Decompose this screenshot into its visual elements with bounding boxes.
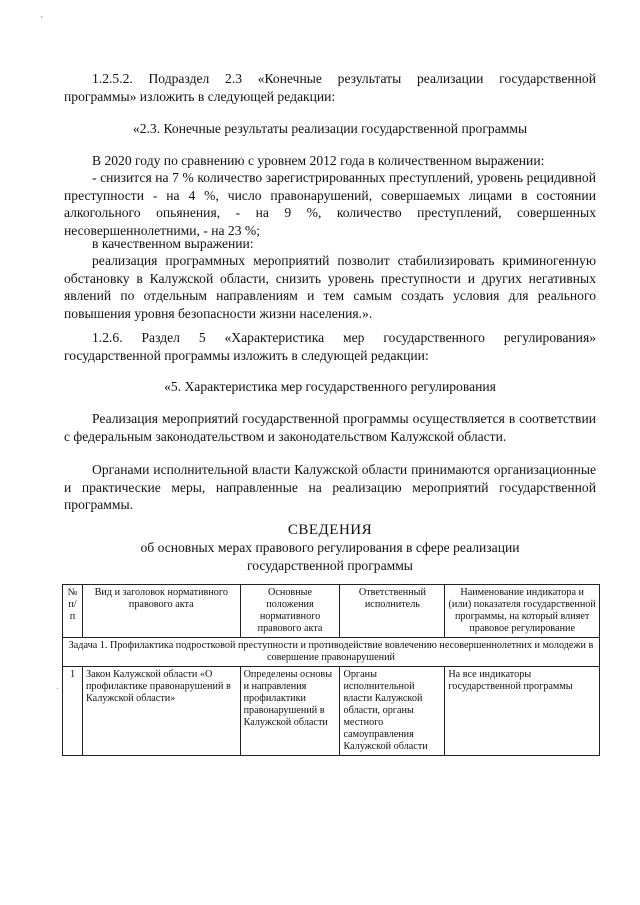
table-row — [63, 667, 600, 756]
regulation-table — [62, 584, 600, 756]
row1-indicator: На все индикаторы государственной программы — [445, 667, 600, 756]
table-header-row — [63, 585, 600, 638]
para-snizitsya: - снизится на 7 % количество зарегистрированных преступлений, уровень рецидивной преступности - на 4 %, число правонарушений, совершаемых лицами в состоянии алкогольного опьянения, - на 9 %, количество преступлений, совершенных несовершеннолетними, - на 23 %; — [64, 170, 596, 238]
para-realizaciya: реализация программных мероприятий позволит стабилизировать криминогенную обстановку в Калужской области, снизить уровень преступности и других негативных явлений по отдельным направлениям и тем самым создать условия для реального повышения уровня безопасности жизни населения.». — [64, 253, 596, 321]
svedeniya-title: СВЕДЕНИЯ — [287, 522, 373, 538]
row1-num: 1 — [63, 667, 83, 756]
header-executor: Ответственный исполнитель — [340, 585, 445, 638]
heading-2-3: «2.3. Конечные результаты реализации государственной программы — [132, 121, 528, 136]
table-task-row — [63, 638, 600, 667]
para-1-2-6: 1.2.6. Раздел 5 «Характеристика мер государственного регулирования» государственной программы изложить в следующей редакции: — [64, 330, 596, 363]
corner-mark: ¸ — [40, 8, 43, 18]
task-1-cell: Задача 1. Профилактика подростковой преступности и противодействие вовлечению несовершеннолетних и молодежи в совершение правонарушений — [63, 638, 600, 667]
header-num: № п/п — [63, 585, 83, 638]
margin-dot: · — [56, 684, 60, 695]
heading-5: «5. Характеристика мер государственного регулирования — [164, 379, 496, 394]
row1-provisions: Определены основы и направления профилактики правонарушений в Калужской области — [240, 667, 340, 756]
para-2020: В 2020 году по сравнению с уровнем 2012 года в количественном выражении: — [92, 153, 545, 168]
header-act: Вид и заголовок нормативного правового акта — [82, 585, 240, 638]
para-realizaciya-meropriyatiy: Реализация мероприятий государственной программы осуществляется в соответствии с федеральным законодательством и законодательством Калужской области. — [64, 411, 596, 444]
row1-executor: Органы исполнительной власти Калужской области, органы местного самоуправления Калужской области — [340, 667, 445, 756]
para-kachestvennom: в качественном выражении: — [92, 236, 254, 251]
svedeniya-subtitle: об основных мерах правового регулирования в сфере реализации государственной программы — [140, 540, 520, 573]
para-organami: Органами исполнительной власти Калужской области принимаются организационные и практические меры, направленные на реализацию мероприятий государственной программы. — [64, 462, 596, 513]
para-1-2-5-2: 1.2.5.2. Подраздел 2.3 «Конечные результаты реализации государственной программы» изложить в следующей редакции: — [64, 71, 596, 104]
row1-act: Закон Калужской области «О профилактике правонарушений в Калужской области» — [82, 667, 240, 756]
header-provisions: Основные положения нормативного правового акта — [240, 585, 340, 638]
header-indicator: Наименование индикатора и (или) показателя государственной программы, на который влияет правовое регулирование — [445, 585, 600, 638]
